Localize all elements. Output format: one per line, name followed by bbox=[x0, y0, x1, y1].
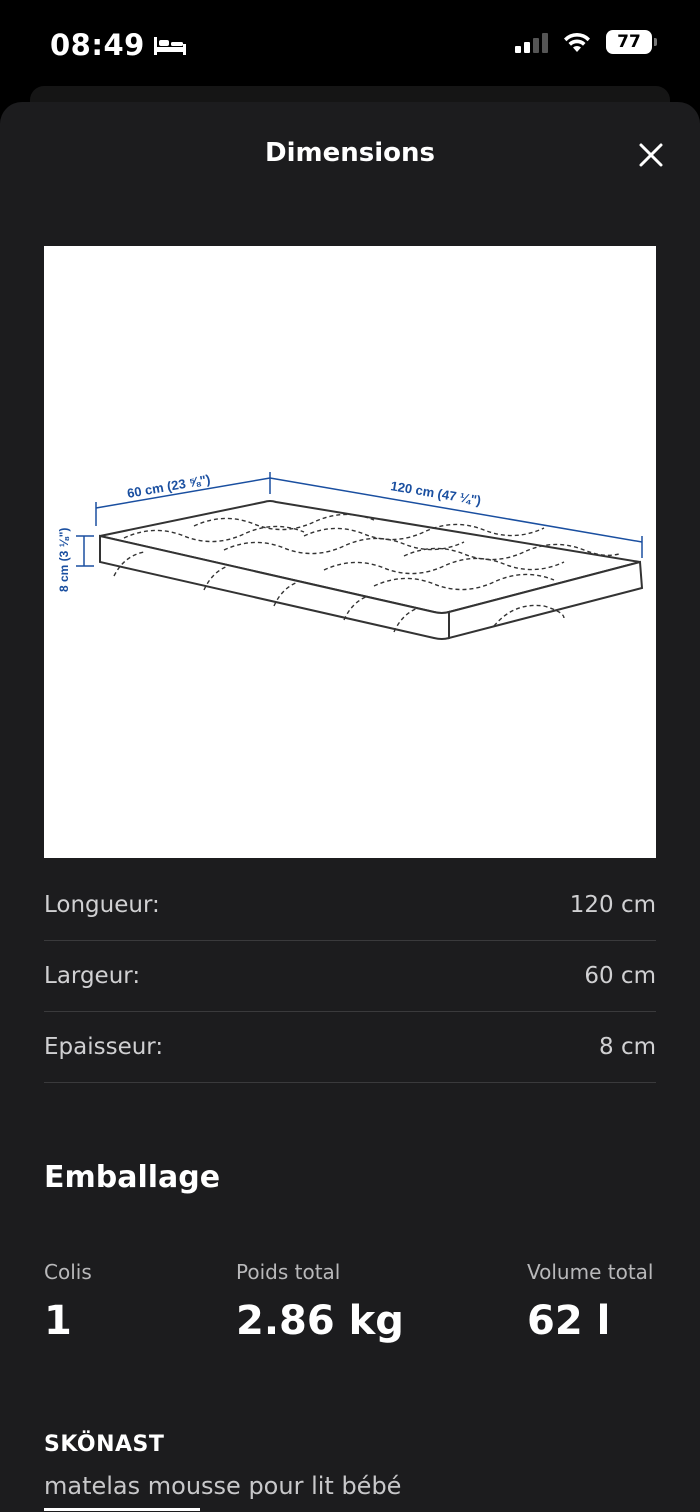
close-icon bbox=[638, 142, 664, 168]
product-description: matelas mousse pour lit bébé bbox=[44, 1472, 402, 1500]
status-time bbox=[50, 28, 187, 62]
dimension-row-width bbox=[44, 941, 656, 1012]
dimension-value: 60 cm bbox=[584, 963, 656, 989]
dimension-label: Largeur: bbox=[44, 963, 141, 989]
label-width: 60 cm (23 ⅝") bbox=[125, 471, 212, 501]
packaging-title: Emballage bbox=[44, 1160, 221, 1195]
label-thickness: 8 cm (3 ⅛") bbox=[57, 527, 71, 592]
packaging-value: 1 bbox=[44, 1298, 72, 1344]
sheet-title: Dimensions bbox=[265, 138, 435, 168]
time-text: 08:49 bbox=[50, 28, 145, 62]
product-name: SKÖNAST bbox=[44, 1432, 165, 1457]
packaging-label: Colis bbox=[44, 1260, 92, 1284]
dimension-label: Longueur: bbox=[44, 892, 160, 918]
close-button[interactable] bbox=[632, 136, 670, 174]
packaging-packages bbox=[44, 1260, 92, 1344]
packaging-weight bbox=[236, 1260, 404, 1344]
bed-icon bbox=[153, 35, 187, 57]
dimension-row-length bbox=[44, 870, 656, 941]
dimension-value: 120 cm bbox=[569, 892, 656, 918]
packaging-label: Poids total bbox=[236, 1260, 341, 1284]
dimensions-sheet bbox=[0, 102, 700, 1512]
dimension-illustration bbox=[44, 246, 656, 858]
dimension-label: Epaisseur: bbox=[44, 1034, 164, 1060]
battery-level: 77 bbox=[617, 32, 641, 52]
status-bar bbox=[0, 0, 700, 96]
signal-icon bbox=[515, 31, 548, 53]
wifi-icon bbox=[562, 31, 592, 53]
mattress-drawing bbox=[44, 246, 656, 858]
label-length: 120 cm (47 ¼") bbox=[389, 478, 483, 509]
packaging-value: 2.86 kg bbox=[236, 1298, 404, 1344]
packaging-label: Volume total bbox=[527, 1260, 654, 1284]
dimension-row-thickness bbox=[44, 1012, 656, 1083]
packaging-value: 62 l bbox=[527, 1298, 611, 1344]
product-underline bbox=[44, 1508, 200, 1511]
packaging-volume bbox=[527, 1260, 653, 1344]
status-icons bbox=[515, 30, 652, 54]
battery-icon bbox=[606, 30, 652, 54]
dimension-value: 8 cm bbox=[599, 1034, 656, 1060]
